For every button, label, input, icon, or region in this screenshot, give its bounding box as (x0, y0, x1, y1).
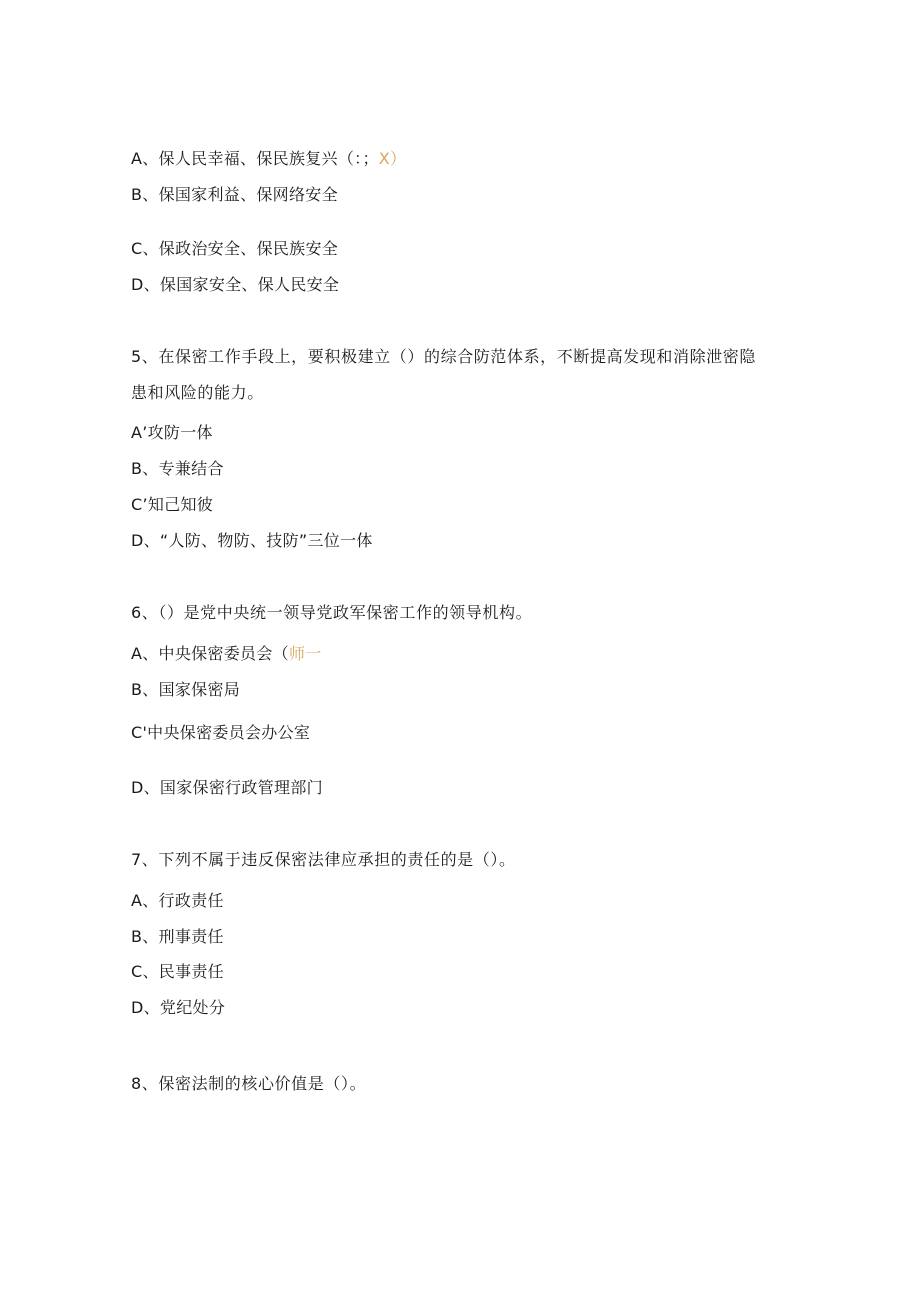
q5-option-a: A’攻防一体 (131, 423, 213, 442)
q6-option-b: B、国家保密局 (131, 680, 241, 699)
q6-answer-mark: 师一 (288, 644, 322, 663)
q7-option-d: D、党纪处分 (131, 998, 226, 1017)
q4-option-d: D、保国家安全、保人民安全 (131, 275, 340, 294)
q7-stem: 7、下列不属于违反保密法律应承担的责任的是（）。 (131, 850, 516, 869)
q6-stem: 6、（）是党中央统一领导党政军保密工作的领导机构。 (131, 603, 533, 622)
q8-stem: 8、保密法制的核心价值是（）。 (131, 1074, 367, 1093)
q6-option-a-text: A、中央保密委员会（ (131, 644, 289, 663)
q4-option-b: B、保国家利益、保网络安全 (131, 185, 338, 204)
q6-option-d: D、国家保密行政管理部门 (131, 778, 323, 797)
q5-option-c: C’知己知彼 (131, 495, 214, 514)
q7-option-c: C、民事责任 (131, 962, 224, 981)
q4-option-a-text: A、保人民幸福、保民族复兴（：； (131, 149, 379, 168)
q5-stem-line1: 5、在保密工作手段上，要积极建立（）的综合防范体系，不断提高发现和消除泄密隐 (131, 347, 756, 366)
q6-option-c: C'中央保密委员会办公室 (131, 723, 311, 742)
q6-option-a (131, 643, 322, 665)
q4-answer-mark: X） (378, 149, 407, 168)
q4-option-c: C、保政治安全、保民族安全 (131, 239, 339, 258)
q7-option-a: A、行政责任 (131, 891, 224, 910)
q5-stem-line2: 患和风险的能力。 (131, 383, 264, 402)
q5-option-b: B、专兼结合 (131, 459, 224, 478)
q7-option-b: B、刑事责任 (131, 927, 224, 946)
q4-option-a (131, 148, 406, 170)
q5-option-d: D、“人防、物防、技防”三位一体 (131, 531, 373, 550)
